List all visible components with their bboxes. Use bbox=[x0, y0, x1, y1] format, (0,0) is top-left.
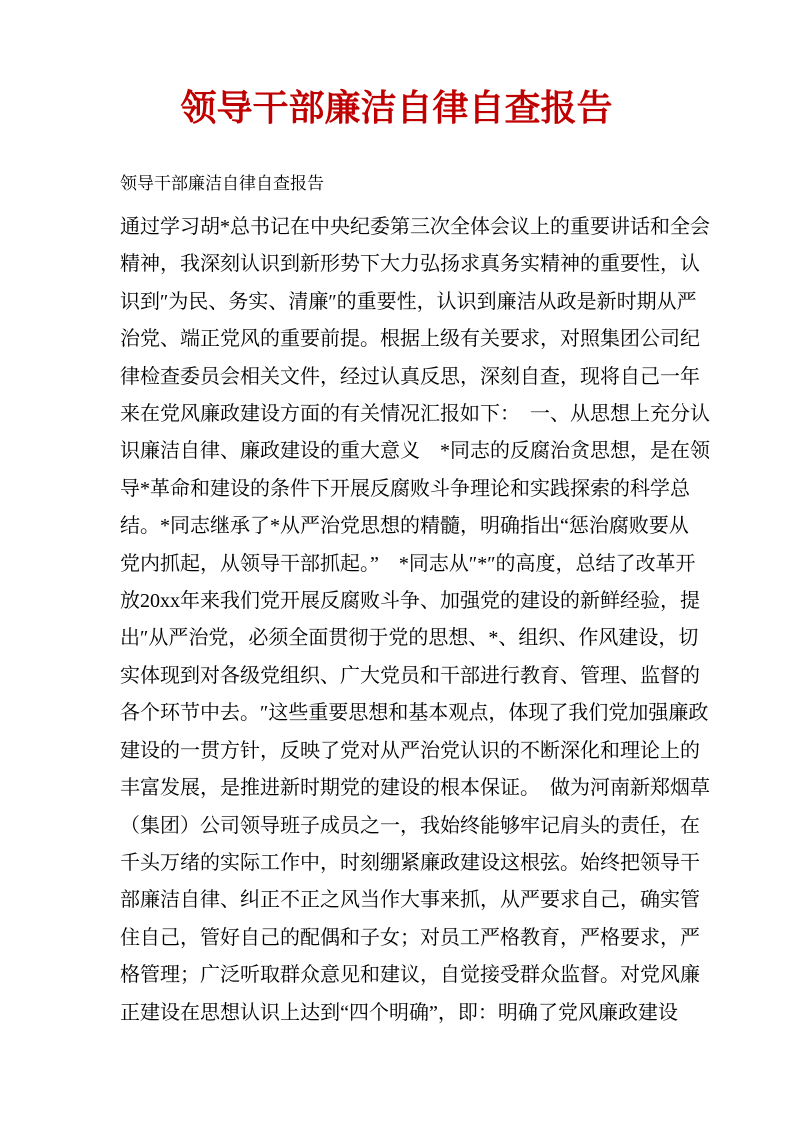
body-line: 精神，我深刻认识到新形势下大力弘扬求真务实精神的重要性，认 bbox=[120, 253, 700, 276]
document-title: 领导干部廉洁自律自查报告 bbox=[180, 88, 613, 128]
body-line: 千头万绪的实际工作中，时刻绷紧廉政建设这根弦。始终把领导干 bbox=[120, 851, 700, 874]
body-line: 结。*同志继承了*从严治党思想的精髓，明确指出“惩治腐败要从 bbox=[120, 515, 689, 538]
body-line: 实体现到对各级党组织、广大党员和干部进行教育、管理、监督的 bbox=[120, 664, 700, 687]
body-line: 部廉洁自律、纠正不正之风当作大事来抓，从严要求自己，确实管 bbox=[120, 889, 700, 912]
body-line: 治党、端正党风的重要前提。根据上级有关要求，对照集团公司纪 bbox=[120, 328, 700, 351]
body-line: 格管理；广泛听取群众意见和建议，自觉接受群众监督。对党风廉 bbox=[120, 964, 700, 987]
body-line: 来在党风廉政建设方面的有关情况汇报如下： 一、从思想上充分认 bbox=[120, 403, 710, 426]
body-line: 识廉洁自律、廉政建设的重大意义 *同志的反腐治贪思想，是在领 bbox=[120, 440, 710, 463]
body-line: 各个环节中去。″这些重要思想和基本观点，体现了我们党加强廉政 bbox=[120, 702, 709, 725]
body-line: （集团）公司领导班子成员之一，我始终能够牢记肩头的责任，在 bbox=[120, 814, 700, 837]
body-line: 通过学习胡*总书记在中央纪委第三次全体会议上的重要讲话和全会 bbox=[120, 216, 710, 238]
body-line: 导*革命和建设的条件下开展反腐败斗争理论和实践探索的科学总 bbox=[120, 477, 690, 500]
body-line: 正建设在思想认识上达到“四个明确”，即：明确了党风廉政建设 bbox=[120, 1001, 678, 1024]
body-line: 出″从严治党，必须全面贯彻于党的思想、*、组织、作风建设，切 bbox=[120, 627, 699, 650]
body-line: 住自己，管好自己的配偶和子女；对员工严格教育，严格要求，严 bbox=[120, 926, 700, 949]
document-subtitle: 领导干部廉洁自律自查报告 bbox=[120, 174, 324, 193]
body-line: 识到″为民、务实、清廉″的重要性，认识到廉洁从政是新时期从严 bbox=[120, 290, 697, 313]
document-body bbox=[120, 209, 710, 1032]
body-line: 丰富发展，是推进新时期党的建设的根本保证。 做为河南新郑烟草 bbox=[120, 777, 710, 800]
body-line: 律检查委员会相关文件，经过认真反思，深刻自查，现将自己一年 bbox=[120, 365, 700, 388]
body-line: 建设的一贯方针，反映了党对从严治党认识的不断深化和理论上的 bbox=[120, 739, 700, 762]
body-line: 党内抓起，从领导干部抓起。” *同志从″*″的高度，总结了改革开 bbox=[120, 552, 696, 575]
body-line: 放20xx年来我们党开展反腐败斗争、加强党的建设的新鲜经验，提 bbox=[120, 590, 700, 613]
